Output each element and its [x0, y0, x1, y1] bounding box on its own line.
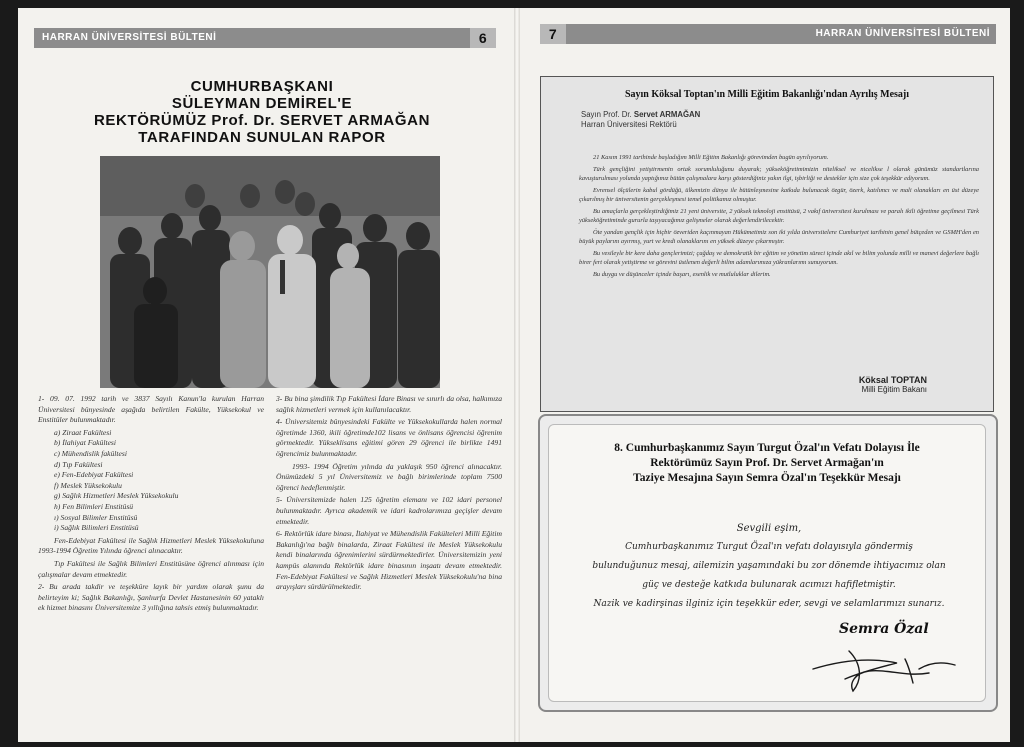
farewell-paragraph: Evrensel ölçülerin kabul gördüğü, ülkemizin dünya ile bütünleşmesine katkıda bulunacak özgür, özerk, katılımcı ve mali olanakları en üst düzeye çıkarılmış bir üniversitenin gerçekleşmesi temel politikamız olmuştur.: [579, 187, 979, 203]
thank-you-message: [579, 519, 959, 614]
report-title: [42, 78, 482, 146]
page-header: [540, 24, 996, 44]
report-title-line: SÜLEYMAN DEMİREL'E: [171, 95, 353, 112]
unit-list-item: i) Sağlık Bilimleri Enstitüsü: [54, 523, 139, 533]
report-title-line: TARAFINDAN SUNULAN RAPOR: [138, 129, 386, 146]
recipient-address: [581, 110, 700, 129]
report-item-5: 5- Üniversitemizde halen 125 öğretim elemanı ve 102 idari personel bulunmaktadır. Ayrıca akademik ve idari kadrolarımıza geçişler devam etmektedir.: [276, 495, 502, 526]
page-7: [520, 8, 1010, 742]
unit-list-item: a) Ziraat Fakültesi: [54, 427, 112, 437]
page-number: 6: [470, 28, 496, 48]
thank-you-signer: Semra Özal: [839, 621, 929, 637]
report-paragraph: Fen-Edebiyat Fakültesi ile Sağlık Hizmetleri Meslek Yüksekokuluna 1993-1994 Öğretim Yılında öğrenci alınacaktır.: [38, 535, 264, 556]
condolence-title-line: Rektörümüz Sayın Prof. Dr. Servet Armağan'ın: [650, 457, 884, 469]
farewell-message-box: [540, 76, 994, 412]
farewell-paragraph: Türk gençliğini yetiştirmenin ortak sorumluluğunu duyarak; yükseköğretimimizin niteliksel ve nicelikse l olarak günümüz standartlarına kavuşturulması yolunda yaptığımız bütün çalışmalara karşı gösterdiğiniz yakın ilgi, işbirliği ve destekler için size çok teşekkür ediyorum.: [579, 166, 979, 182]
handwritten-signature: [809, 643, 959, 695]
report-paragraph: Tıp Fakültesi ile Sağlık Bilimleri Enstitüsüne öğrenci alınması için çalışmalar devam etmektedir.: [38, 558, 264, 579]
unit-list-item: d) Tıp Fakültesi: [54, 459, 103, 469]
thank-you-line: Nazik ve kadirşinas ilginiz için teşekkür eder, sevgi ve selamlarımızı sunarız.: [593, 599, 945, 609]
farewell-paragraph: Öte yandan gençlik için hiçbir özveriden kaçınmayan Hükümetimiz son iki yılda üniversitelere Cumhuriyet tarihinin genel bütçeden ve GSMH'den en büyük paylarını ayırmış, yurt ve kredi olanaklarını en yüksek düzeye çıkarmıştır.: [579, 229, 979, 245]
unit-list-item: c) Mühendislik fakültesi: [54, 448, 127, 458]
condolence-title-line: Taziye Mesajına Sayın Semra Özal'ın Teşekkür Mesajı: [633, 472, 901, 484]
report-title-line: REKTÖRÜMÜZ Prof. Dr. SERVET ARMAĞAN: [93, 112, 430, 129]
report-paragraph: 1993- 1994 Öğretim yılında da yaklaşık 950 öğrenci alınacaktır. Önümüzdeki 5 yıl Üniversitemiz ve bağlı birimlerinde toplam 7500 öğrenci hedeflenmiştir.: [276, 461, 502, 492]
farewell-paragraph: Bu vesileyle bir kere daha gençlerimizi; çağdaş ve demokratik bir eğitim ve yönetim süreci içinde akıl ve bilim yolunda milli ve manevi değerlere bağlı birer fert olarak yetiştirme ve görevini üstlenen değerli bilim adamlarımıza yükranlarımı sunuyorum.: [579, 250, 979, 266]
recipient-salutation: Sayın Prof. Dr.: [581, 110, 634, 119]
report-item-4: 4- Üniversitemiz bünyesindeki Fakülte ve Yüksekokullarda halen normal öğretimde 1360, ikili öğretimde102 lisans ve önlisans öğrencisi öğrenim görmektedir. Yükseklisans eğitimi gören 29 öğrenci ile birlikte 1491 öğrencimiz bulunmaktadır.: [276, 417, 502, 458]
thank-you-line: Cumhurbaşkanımız Turgut Özal'ın vefatı dolayısıyla göndermiş: [625, 542, 913, 552]
condolence-thanks-box: [538, 414, 998, 712]
report-item-2: 2- Bu arada takdir ve teşekküre layık bir yardım olarak şunu da belirteyim ki; Sağlık Bakanlığı, Şanlıurfa Devlet Hastanesinin 60 yataklı ek hizmet binasını Üniversitemize 3 yıllığına tahsis etmiş bulunmaktadır.: [38, 582, 264, 613]
bulletin-title: HARRAN ÜNİVERSİTESİ BÜLTENİ: [42, 32, 217, 43]
report-item-6: 6- Rektörlük idare binası, İlahiyat ve Mühendislik Fakülteleri Milli Eğitim Bakanlığı'na bağlı binalarda, Ziraat Fakültesi ile Meslek Yüksekokulu kendi binalarında öğrenimlerini sürdürmektedirler. Üniversitemizin yeni kampüs alanında Rektörlük idare binasının inşaatı devam etmektedir. Fen-Edebiyat Fakültesi ve Sağlık Hizmetleri Meslek Yüksekokulu'na bina arayışları sürdürülmektedir.: [276, 529, 502, 592]
page-number: 7: [540, 24, 566, 44]
report-item-1: 1- 09. 07. 1992 tarih ve 3837 Sayılı Kanun'la kurulan Harran Üniversitesi bünyesinde aşağıda belirtilen Fakülte, Yüksekokul ve Enstitüler bulunmaktadır.: [38, 394, 264, 425]
unit-list-item: f) Meslek Yüksekokulu: [54, 480, 122, 490]
signer-role: Milli Eğitim Bakanı: [861, 385, 927, 394]
report-title-line: CUMHURBAŞKANI: [190, 78, 334, 95]
farewell-paragraph: Bu duygu ve düşünceler içinde başarı, esenlik ve mutluluklar dilerim.: [593, 271, 771, 278]
report-item-3: 3- Bu bina şimdilik Tıp Fakültesi İdare Binası ve sınırlı da olsa, halkımıza sağlık hizmetleri vermek için kullanılacaktır.: [276, 394, 502, 414]
thank-you-salutation: Sevgili eşim,: [736, 523, 802, 534]
farewell-signature: [859, 375, 927, 394]
farewell-paragraph: 21 Kasım 1991 tarihinde başladığım Milli Eğitim Bakanlığı görevimden bugün ayrılıyorum.: [593, 154, 829, 161]
page-header: [34, 28, 496, 48]
condolence-title: [549, 441, 985, 486]
unit-list-item: e) Fen-Edebiyat Fakültesi: [54, 470, 134, 480]
thank-you-line: güç ve desteğe katkıda bulunarak acımızı hafifletmiştir.: [642, 580, 896, 590]
unit-list-item: b) İlahiyat Fakültesi: [54, 438, 116, 448]
unit-list-item: g) Sağlık Hizmetleri Meslek Yüksekokulu: [54, 491, 179, 501]
unit-list: [38, 428, 264, 534]
bulletin-title: HARRAN ÜNİVERSİTESİ BÜLTENİ: [815, 28, 990, 39]
crowd-illustration: [100, 156, 440, 388]
thank-you-line: bulunduğunuz mesaj, ailemizin yaşamındaki bu zor dönemde ihtiyacımız olan: [592, 561, 946, 571]
recipient-title: Harran Üniversitesi Rektörü: [581, 119, 677, 129]
report-column-right: [276, 394, 502, 595]
page-6: [18, 8, 514, 742]
unit-list-item: ı) Sosyal Bilimler Enstitüsü: [54, 512, 138, 522]
condolence-title-line: 8. Cumhurbaşkanımız Sayın Turgut Özal'ın Vefatı Dolayısı İle: [614, 442, 920, 454]
recipient-name: Servet ARMAĞAN: [633, 110, 701, 119]
farewell-paragraph: Bu amaçlarla gerçekleştirdiğimiz 21 yeni üniversite, 2 yüksek teknoloji enstitüsü, 2 vakıf üniversitesi kurulması ve paralı ikili öğretime geçilmesi Türk yükseköğretiminde gururla taşıyacağımız gelişmeler olarak değerlendirilecektir.: [579, 208, 979, 224]
farewell-title: Sayın Köksal Toptan'ın Milli Eğitim Bakanlığı'ndan Ayrılış Mesajı: [624, 89, 910, 100]
ceremony-photo: [100, 156, 440, 388]
thank-you-card: [548, 424, 986, 702]
report-column-left: [38, 394, 264, 616]
unit-list-item: h) Fen Bilimleri Enstitüsü: [54, 501, 134, 511]
signer-name: Köksal TOPTAN: [858, 375, 927, 385]
farewell-body: [579, 153, 979, 282]
